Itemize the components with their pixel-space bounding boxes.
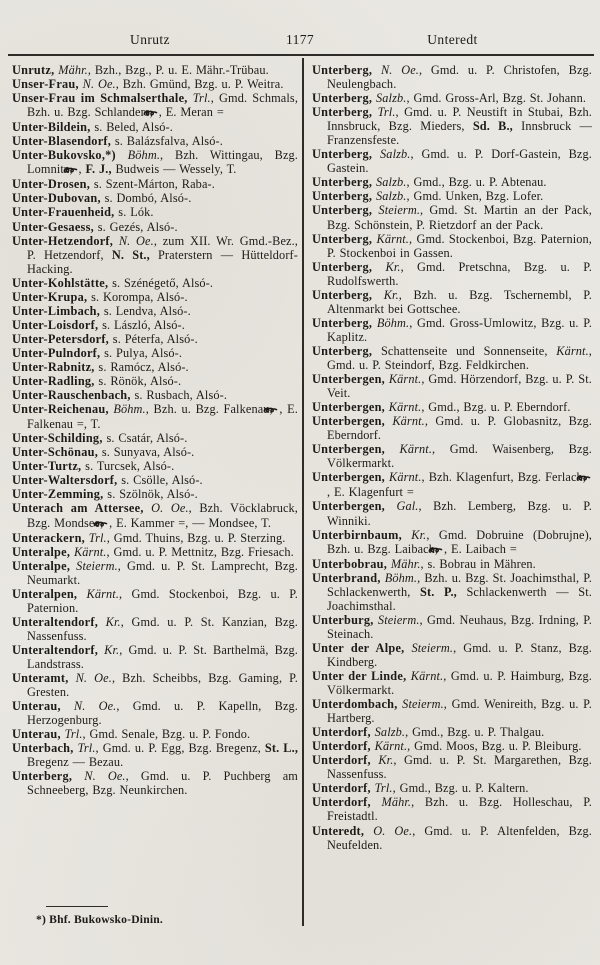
gazetteer-entry: [312, 232, 592, 260]
entry-headword: Unter-Zemming,: [12, 487, 104, 502]
entry-headword: Unterbergen,: [312, 470, 386, 485]
gazetteer-entry: [312, 641, 592, 669]
entry-headword: Unterberg,: [312, 175, 373, 190]
entry-text: , Gmd. u. P. Mettnitz, Bzg. Friesach.: [106, 544, 294, 559]
gazetteer-entry: [312, 175, 592, 189]
entry-text: Böhm.: [372, 315, 410, 330]
entry-text: , Gmd. Hörzendorf, Bzg. u. P. St. Veit.: [327, 372, 592, 401]
gazetteer-entry: [12, 120, 298, 134]
entry-text: , Gmd. u. P. St. Lamprecht, Bzg. Neumarkt.: [27, 558, 298, 587]
entry-text: s. Dombó, Alsó-.: [100, 191, 192, 206]
entry-text: Innsbruck — Franzensfeste.: [327, 119, 592, 148]
entry-text: Kr.: [98, 614, 121, 629]
entry-text: , Gmd., Bzg. u. P. Eberndorf.: [421, 400, 571, 415]
entry-headword: Unter-Schönau,: [12, 445, 99, 460]
entry-text: Kr.: [372, 287, 399, 302]
entry-headword: Unter-Kohlstätte,: [12, 275, 109, 290]
entry-headword: Unterau,: [12, 727, 61, 742]
entry-text: Trl.: [372, 105, 396, 120]
gazetteer-entry: [12, 388, 298, 402]
entry-headword: Unterberg,: [312, 259, 373, 274]
gazetteer-entry: [312, 557, 592, 571]
entry-text: N. St.,: [111, 247, 150, 262]
entry-text: , Gmd. u. P. St. Margarethen, Bzg. Nassenfuss.: [327, 753, 592, 782]
entry-headword: Unter-Reichenau,: [12, 402, 109, 417]
entry-text: , zum XII. Wr. Gmd.-Bez., P. Hetzendorf,: [27, 233, 298, 262]
gazetteer-entry: [312, 613, 592, 641]
gazetteer-entry: [12, 727, 298, 741]
gazetteer-entry: [12, 346, 298, 360]
entry-text: s. Péterfa, Alsó-.: [109, 331, 198, 346]
gazetteer-entry: [12, 177, 298, 191]
entry-text: s. Beled, Alsó-.: [90, 120, 173, 135]
entry-text: , Gmd., Bzg. u. P. Abtenau.: [406, 175, 547, 190]
entry-headword: Unterbergen,: [312, 414, 386, 429]
entry-text: , Gmd. Dobruine (Dobrujne), Bzh. u. Bzg. Laibach,: [327, 527, 593, 556]
gazetteer-entry: [312, 316, 592, 344]
entry-headword: Unterbergen,: [312, 400, 386, 415]
entry-text: , E. Klagenfurt =: [327, 485, 414, 500]
entry-text: Trl.: [187, 91, 211, 106]
entry-text: Böhm.: [115, 148, 161, 163]
gazetteer-entry: [312, 669, 592, 697]
entry-text: , Gmd. u. P. Stanz, Bzg. Kindberg.: [327, 640, 592, 669]
gazetteer-entry: [12, 501, 298, 530]
entry-text: Salzb.: [372, 147, 411, 162]
entry-text: , Bzh. u. Bzg. Tschernembl, P. Altenmarkt bei Gottschee.: [327, 287, 592, 316]
entry-headword: Unterdorf,: [312, 795, 371, 810]
entry-text: s. Lók.: [114, 205, 154, 220]
entry-headword: Unterberg,: [312, 315, 373, 330]
entry-text: Steierm.: [404, 640, 454, 655]
entry-headword: Unter-Pulndorf,: [12, 345, 101, 360]
entry-headword: Unterbirnbaum,: [312, 527, 402, 542]
entry-text: Trl.: [85, 530, 107, 545]
entry-headword: Unrutz,: [12, 63, 55, 77]
entry-text: , Bzh. Wittingau, Bzg. Lomnitz,: [27, 148, 298, 177]
entry-text: , Gmd. u. P. Kapelln, Bzg. Herzogenburg.: [27, 699, 298, 728]
gazetteer-entry: [12, 191, 298, 205]
gazetteer-entry: [12, 290, 298, 304]
gazetteer-entry: [312, 528, 592, 557]
gazetteer-entry: [312, 824, 592, 852]
gazetteer-entry: [12, 445, 298, 459]
entry-headword: Unterdorf,: [312, 753, 371, 768]
entry-text: , s. Bobrau in Mähren.: [420, 556, 536, 571]
entry-text: Schlackenwerth — St. Joachimsthal.: [327, 584, 592, 613]
entry-headword: Unterburg,: [312, 612, 374, 627]
column-divider-rule: [302, 58, 304, 926]
entry-headword: Unteraltendorf,: [12, 642, 99, 657]
entry-text: s. Csölle, Alsó-.: [117, 473, 203, 488]
entry-headword: Unter-Rauschenbach,: [12, 388, 131, 403]
gazetteer-entry: [312, 260, 592, 288]
gazetteer-entry: [12, 769, 298, 797]
entry-text: Budweis — Wessely, T.: [111, 162, 237, 177]
gazetteer-entry: [312, 414, 592, 442]
entry-headword: Unter der Linde,: [312, 669, 407, 684]
entry-text: , Bzh., Bzg., P. u. E. Mähr.-Trübau.: [87, 63, 269, 77]
gazetteer-entry: [12, 374, 298, 388]
entry-text: N. Oe.: [113, 233, 154, 248]
entry-text: Kärnt.: [70, 544, 107, 559]
entry-text: Kärnt.: [385, 372, 422, 387]
gazetteer-entry: [12, 699, 298, 727]
entry-text: , Gmd. Gross-Arl, Bzg. St. Johann.: [406, 91, 587, 106]
entry-headword: Unterberg,: [312, 91, 373, 106]
entry-text: Steierm.: [70, 558, 118, 573]
gazetteer-entry: [12, 304, 298, 318]
gazetteer-entry: [312, 147, 592, 175]
entry-text: , Gmd. Waisenberg, Bzg. Völkermarkt.: [327, 442, 593, 471]
entry-headword: Unter-Schilding,: [12, 431, 103, 446]
entry-headword: Unterberg,: [312, 189, 373, 204]
entry-text: Steierm.: [397, 697, 444, 712]
entry-text: , Gmd. u. P. Altenfelden, Bzg. Neufelden.: [327, 823, 592, 852]
entry-headword: Unterbergen,: [312, 372, 386, 387]
entry-text: , E. Falkenau =, T.: [27, 402, 298, 432]
entry-text: Praterstern — Hütteldorf-Hacking.: [27, 247, 298, 276]
entry-headword: Unterberg,: [312, 203, 373, 218]
entry-text: , Gmd. Moos, Bzg. u. P. Bleiburg.: [407, 739, 582, 754]
entry-headword: Unser-Frau im Schmalserthale,: [12, 91, 188, 106]
gazetteer-entry: [12, 205, 298, 219]
gazetteer-entry: [12, 148, 298, 177]
entry-text: s. László, Alsó-.: [98, 317, 185, 332]
entry-text: , Gmd., Bzg. u. P. Thalgau.: [405, 725, 545, 740]
gazetteer-entry: [312, 400, 592, 414]
entry-text: St. P.,: [420, 584, 457, 599]
entry-text: , Gmd. Wenireith, Bzg. u. P. Hartberg.: [327, 697, 592, 726]
left-column: [12, 63, 298, 797]
entry-headword: Unterberg,: [312, 287, 373, 302]
gazetteer-entry: [12, 332, 298, 346]
entry-headword: Unterbergen,: [312, 499, 386, 514]
entry-text: Bregenz — Bezau.: [27, 755, 124, 770]
entry-text: Trl.: [370, 781, 393, 796]
entry-text: , Gmd. u. P. Dorf-Gastein, Bzg. Gastein.: [327, 147, 592, 176]
entry-text: Salzb.: [372, 175, 407, 190]
entry-text: , Bzh. u. Bzg. Holleschau, P. Freistadtl.: [327, 795, 593, 824]
gazetteer-entry: [312, 795, 592, 823]
entry-headword: Unterberg,: [312, 147, 373, 162]
entry-text: s. Ramócz, Alsó-.: [94, 359, 189, 374]
entry-text: , Gmd. u. P. Steindorf, Bzg. Feldkirchen.: [327, 343, 592, 372]
entry-headword: Unterdorf,: [312, 739, 371, 754]
entry-text: s. Gezés, Alsó-.: [93, 219, 178, 234]
gazetteer-entry: [12, 671, 298, 699]
entry-text: Kärnt.: [370, 739, 408, 754]
entry-headword: Unterberg,: [312, 343, 373, 358]
entry-headword: Unter-Dubovan,: [12, 191, 101, 206]
entry-headword: Unterackern,: [12, 530, 86, 545]
entry-headword: Unteramt,: [12, 671, 69, 686]
gazetteer-entry: [312, 781, 592, 795]
entry-text: O. Oe.: [143, 501, 189, 516]
entry-text: N. Oe.: [68, 671, 112, 686]
page-number: 1177: [285, 32, 315, 47]
gazetteer-entry: [12, 63, 298, 77]
entry-text: , Gmd. u. P. Globasnitz, Bzg. Eberndorf.: [327, 414, 592, 443]
entry-text: Salzb.: [372, 91, 407, 106]
entry-headword: Unser-Frau,: [12, 77, 79, 92]
gazetteer-entry: [12, 473, 298, 487]
entry-text: Salzb.: [372, 189, 407, 204]
gazetteer-entry: [12, 587, 298, 615]
entry-text: , Gmd. Senale, Bzg. u. P. Fondo.: [82, 727, 251, 742]
entry-headword: Unterbach,: [12, 741, 74, 756]
gazetteer-entry: [12, 615, 298, 643]
header-rule: [8, 54, 594, 56]
gazetteer-entry: [12, 360, 298, 374]
gazetteer-entry: [12, 318, 298, 332]
entry-text: s. Rönök, Alsó-.: [94, 374, 182, 389]
gazetteer-entry: [12, 459, 298, 473]
entry-text: , E. Laibach =: [444, 541, 517, 556]
gazetteer-entry: [312, 203, 592, 231]
entry-text: s. Sunyava, Alsó-.: [98, 445, 195, 460]
gazetteer-entry: [12, 402, 298, 431]
entry-text: , Gmd., Bzg. u. P. Kaltern.: [392, 781, 529, 796]
gazetteer-entry: [12, 559, 298, 587]
entry-text: , E. Meran =: [158, 105, 224, 120]
entry-headword: Unter-Loisdorf,: [12, 317, 99, 332]
entry-text: Steierm.: [372, 203, 421, 218]
entry-text: s. Szénégető, Alsó-.: [108, 275, 214, 290]
entry-text: , Gmd. u. P. Christofen, Bzg. Neulengbach.: [327, 63, 592, 92]
gazetteer-entry: [312, 753, 592, 781]
entry-text: Kärnt.: [385, 414, 425, 429]
entry-headword: Unter-Gesaess,: [12, 219, 94, 234]
entry-text: , Bzh. u. Bzg. Falkenau,: [145, 402, 278, 417]
footnote-rule: [46, 906, 108, 907]
entry-headword: Unteredt,: [312, 823, 365, 838]
entry-text: s. Csatár, Alsó-.: [102, 431, 188, 446]
entry-headword: Unteralpe,: [12, 544, 71, 559]
entry-text: , Gmd. Thuins, Bzg. u. P. Sterzing.: [106, 530, 286, 545]
entry-headword: Unter-Drosen,: [12, 177, 91, 192]
gazetteer-entry: [12, 91, 298, 120]
entry-text: , Gmd. u. P. Egg, Bzg. Bregenz,: [95, 741, 265, 756]
entry-text: N. Oe.: [72, 769, 126, 784]
gazetteer-entry: [12, 431, 298, 445]
entry-headword: Unter-Krupa,: [12, 289, 88, 304]
entry-headword: Unterdombach,: [312, 697, 398, 712]
gazetteer-entry: [12, 531, 298, 545]
entry-text: , Bzh. Klagenfurt, Bzg. Ferlach,: [421, 470, 590, 485]
entry-headword: Unter-Turtz,: [12, 459, 82, 474]
entry-text: Kärnt.: [385, 442, 433, 457]
entry-text: Kärnt.: [385, 400, 422, 415]
gazetteer-entry: [312, 725, 592, 739]
entry-headword: Unterberg,: [312, 105, 373, 120]
gazetteer-entry: [12, 545, 298, 559]
entry-headword: Unterberg,: [312, 63, 373, 77]
entry-text: , Gmd. St. Martin an der Pack, Bzg. Schönstein, P. Rietzdorf an der Pack.: [327, 203, 592, 232]
entry-text: , Bzh. Lemberg, Bzg. u. P. Winniki.: [327, 499, 592, 528]
entry-text: , Gmd. Pretschna, Bzg. u. P. Rudolfswerth.: [327, 259, 592, 288]
entry-text: Kärnt.: [556, 343, 589, 358]
right-column: [312, 63, 592, 852]
entry-text: , Gmd. u. P. Puchberg am Schneeberg, Bzg. Neunkirchen.: [27, 769, 298, 798]
entry-text: Trl.: [60, 727, 83, 742]
entry-text: , Bzh. u. Bzg. St. Joachimsthal, P. Schlackenwerth,: [327, 570, 592, 599]
gazetteer-entry: [312, 372, 592, 400]
entry-text: O. Oe.: [364, 823, 413, 838]
entry-headword: Unter-Hetzendorf,: [12, 233, 114, 248]
entry-headword: Unter-Radling,: [12, 374, 95, 389]
entry-headword: Unteraltendorf,: [12, 614, 99, 629]
gazetteer-entry: [12, 741, 298, 769]
entry-headword: Unter-Frauenheid,: [12, 205, 115, 220]
entry-text: , Gmd. Unken, Bzg. Lofer.: [406, 189, 544, 204]
entry-headword: Unter-Bildein,: [12, 120, 91, 135]
entry-text: , Gmd. u. P. Neustift in Stubai, Bzh. Innsbruck, Bzg. Mieders,: [327, 105, 592, 134]
entry-text: F. J.,: [85, 162, 112, 177]
entry-text: Kärnt.: [77, 586, 120, 601]
entry-headword: Unterau,: [12, 699, 61, 714]
entry-headword: Unter der Alpe,: [312, 640, 405, 655]
entry-text: , Gmd. u. P. St. Barthelmä, Bzg. Landstrass.: [27, 642, 298, 671]
entry-text: , E. Kammer =, — Mondsee, T.: [109, 515, 272, 530]
gazetteer-entry: [312, 189, 592, 203]
entry-headword: Unteralpen,: [12, 586, 78, 601]
gazetteer-entry: [12, 234, 298, 276]
gazetteer-entry: [12, 77, 298, 91]
gazetteer-entry: [312, 63, 592, 91]
entry-text: Kärnt.: [372, 231, 410, 246]
entry-text: Mähr.: [370, 795, 412, 810]
entry-text: Salzb.: [370, 725, 406, 740]
header-left-keyword: Unrutz: [130, 32, 170, 47]
entry-headword: Unter-Waltersdorf,: [12, 473, 118, 488]
entry-headword: Unter-Blasendorf,: [12, 134, 112, 149]
entry-text: St. L.,: [264, 741, 299, 756]
gazetteer-entry: [312, 105, 592, 147]
entry-headword: Unterdorf,: [312, 781, 371, 796]
entry-text: Kr.: [401, 527, 427, 542]
entry-text: N. Oe.: [60, 699, 117, 714]
entry-text: Steierm.: [373, 612, 420, 627]
entry-headword: Unterach am Attersee,: [12, 501, 144, 516]
gazetteer-entry: [312, 571, 592, 613]
entry-text: , Gmd. Stockenboi, Bzg. u. P. Paternion.: [27, 586, 299, 615]
gazetteer-entry: [312, 91, 592, 105]
gazetteer-entry: [312, 499, 592, 527]
gazetteer-entry: [12, 134, 298, 148]
gazetteer-entry: [312, 288, 592, 316]
header-right-keyword: Unteredt: [427, 32, 478, 47]
entry-headword: Unterbobrau,: [312, 556, 388, 571]
entry-headword: Unter-Limbach,: [12, 303, 101, 318]
entry-text: Kärnt.: [406, 669, 444, 684]
entry-text: ,: [78, 162, 86, 177]
entry-text: Kr.: [372, 259, 401, 274]
entry-text: , Gmd. Neuhaus, Bzg. Irdning, P. Steinach.: [327, 612, 592, 641]
entry-text: , Gmd. u. P. St. Kanzian, Bzg. Nassenfuss.: [27, 614, 298, 643]
gazetteer-entry: [12, 276, 298, 290]
entry-headword: Unter-Rabnitz,: [12, 359, 95, 374]
gazetteer-entry: [12, 643, 298, 671]
entry-text: s. Korompa, Alsó-.: [87, 289, 188, 304]
gazetteer-entry: [12, 220, 298, 234]
entry-text: , Gmd. u. P. Haimburg, Bzg. Völkermarkt.: [327, 669, 592, 698]
entry-text: , Gmd. Schmals, Bzh. u. Bzg. Schlanders,: [27, 91, 299, 120]
entry-headword: Unter-Petersdorf,: [12, 331, 109, 346]
entry-text: Kr.: [98, 642, 120, 657]
entry-headword: Unteralpe,: [12, 558, 71, 573]
entry-text: Mähr.: [387, 556, 421, 571]
footnote-text: *) Bhf. Bukowsko-Dinin.: [36, 913, 164, 926]
entry-headword: Unterberg,: [12, 769, 73, 784]
entry-text: N. Oe.: [78, 77, 116, 92]
entry-text: Mähr.: [54, 63, 88, 77]
entry-text: s. Lendva, Alsó-.: [100, 303, 191, 318]
entry-text: s. Rusbach, Alsó-.: [130, 388, 228, 403]
entry-text: s. Balázsfalva, Alsó-.: [111, 134, 223, 149]
entry-text: s. Szölnök, Alsó-.: [103, 487, 198, 502]
gazetteer-entry: [312, 344, 592, 372]
gazetteer-entry: [312, 470, 592, 499]
entry-text: Böhm.: [380, 570, 418, 585]
entry-text: , Bzh. Gmünd, Bzg. u. P. Weitra.: [115, 77, 284, 92]
entry-text: Kärnt.: [385, 470, 422, 485]
entry-text: s. Pulya, Alsó-.: [100, 345, 183, 360]
entry-text: Gal.: [385, 499, 419, 514]
gazetteer-entry: [312, 442, 592, 470]
entry-text: s. Szent-Márton, Raba-.: [90, 177, 215, 192]
entry-text: N. Oe.: [372, 63, 419, 77]
entry-headword: Unter-Bukovsko,*): [12, 148, 116, 163]
entry-headword: Unterdorf,: [312, 725, 371, 740]
entry-text: Sd. B.,: [472, 119, 513, 134]
gazetteer-entry: [312, 697, 592, 725]
entry-text: s. Turcsek, Alsó-.: [81, 459, 175, 474]
entry-headword: Unterberg,: [312, 231, 373, 246]
entry-text: , Gmd. Gross-Umlowitz, Bzg. u. P. Kaplitz.: [327, 315, 592, 344]
entry-text: , Bzh. Scheibbs, Bzg. Gaming, P. Gresten.: [27, 671, 298, 700]
entry-headword: Unterbergen,: [312, 442, 386, 457]
entry-text: , Gmd. Stockenboi, Bzg. Paternion, P. Stockenboi in Gassen.: [327, 231, 592, 260]
entry-text: Böhm.: [108, 402, 146, 417]
entry-text: Schattenseite und Sonnenseite,: [372, 343, 557, 358]
gazetteer-entry: [312, 739, 592, 753]
entry-text: Trl.: [73, 741, 96, 756]
entry-text: Kr.: [370, 753, 394, 768]
gazetteer-entry: [12, 487, 298, 501]
entry-headword: Unterbrand,: [312, 570, 381, 585]
entry-text: , Bzh. Vöcklabruck, Bzg. Mondsee,: [27, 501, 298, 530]
